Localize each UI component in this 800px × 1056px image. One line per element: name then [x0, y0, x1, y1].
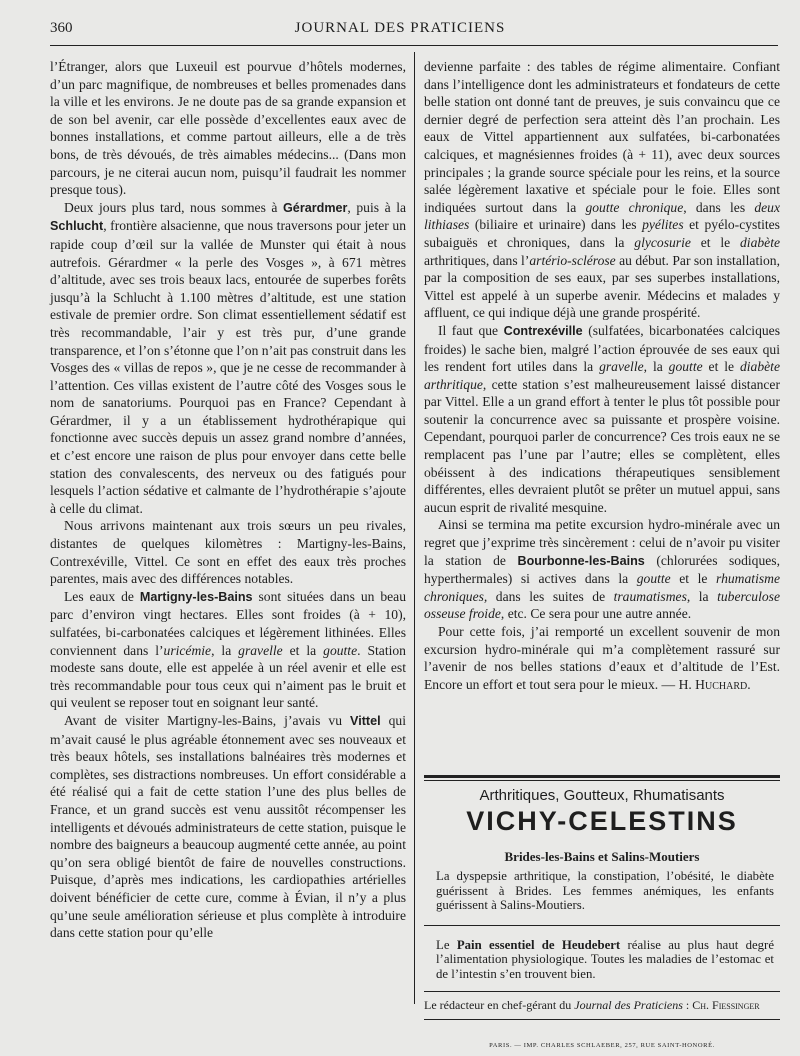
paragraph-vittel: Avant de visiter Martigny-les-Bains, j’avais vu Vittel qui m’avait causé le plus agréable étonnement avec ses nouveaux et très beaux hôtels, ses installations balnéaires très modernes et complètes, ses distractions nombreuses. Un effort considérable a été réalisé qui a fait de cette station l’une des plus belles de France, et un grand succès est venu aussitôt récompenser les intelligents et dévoués administrateurs de cette station, puisque le nombre des baigneurs a beaucoup augmenté cette année, au point qu’on sera obligé bientôt de faire de nouvelles constructions. Puisque, d’après mes indications, les cardiopathies artérielles doivent bénéficier de cette cure, comme à Évian, il n’y a plus qu’une seule amélioration sérieuse et plus complète à introduire dans cette station pour qu’elle: [50, 712, 406, 941]
left-column: [50, 58, 406, 942]
running-head: JOURNAL DES PRATICIENS: [294, 20, 506, 36]
header-rule: [50, 45, 778, 46]
place-contrexeville: Contrexéville: [503, 323, 583, 338]
column-divider: [414, 52, 415, 1004]
paragraph-contrexeville: Il faut que Contrexéville (sulfatées, bicarbonatées calciques froides) le sache bien, malgré l’action éprouvée de ses eaux qui les rendent fort utiles dans la gravelle, la goutte et le diabète arthritique, cette station s’est malheureusement laissé distancer par Vittel. Elle a un grand effort à tenter le plus tôt possible pour soutenir la concurrence avec sa puissante et prospère voisine. Cependant, pourquoi parler de concurrence? Ces trois eaux ne se remplacent pas l’une par l’autre; elles se complètent, elles obéissent à des indications thérapeutiques sensiblement différentes, elles devraient plutôt se prêter un mutuel appui, sans aucun esprit de rivalité mesquine.: [424, 322, 780, 515]
advert-brand: VICHY-CELESTINS: [466, 806, 738, 836]
paragraph-bourbonne: Ainsi se termina ma petite excursion hydro-minérale avec un regret que j’exprime très sincèrement : celui de n’avoir pu visiter la station de Bourbonne-les-Bains (chlorurées sodiques, hyperthermales) si actives dans la goutte et le rhumatisme chroniques, dans les suites de traumatismes, la tuberculose osseuse froide, etc. Ce sera pour une autre année.: [424, 517, 780, 622]
advert-subheading: Brides-les-Bains et Salins-Moutiers: [504, 849, 700, 864]
paragraph-luxeuil: l’Étranger, alors que Luxeuil est pourvue d’hôtels modernes, d’un parc magnifique, de nombreuses et belles promenades dans la ville et les environs. Je ne doute pas de sa grande expansion et de son bel avenir, car elle possède d’excellentes eaux avec de bonnes installations, et comme partout ailleurs, elle a de très bons, de très dévoués, de très aimables médecins... (Dans mon parcours, je ne citerai aucun nom, puisqu’il faudrait les nommer presque tous).: [50, 59, 406, 198]
advert-text: La dyspepsie arthritique, la constipation, l’obésité, le diabète guérissent à Brides. Les femmes anémiques, les enfants guérissent à Salins-Moutiers.: [436, 869, 774, 912]
paragraph-vittel-cont: devienne parfaite : des tables de régime alimentaire. Confiant dans l’intelligence dont les administrateurs et fondateurs de cette belle station ont donné tant de preuves, je suis convaincu que ce dernier degré de perfection sera atteint dès l’an prochain. Les eaux de Vittel appartiennent aux sulfatées, bi-carbonatées calciques, et magnésiennes froides (à + 11), avec deux sources principales ; la grande source spéciale pour les reins, et la source salée légèrement laxative et spéciale pour le foie. Elles sont indiquées surtout dans la goutte chronique, dans les deux lithiases (biliaire et urinaire) dans les pyélites et pyélo-cystites subaiguës et chroniques, dans la glycosurie et le diabète arthritiques, dans l’artério-sclérose au début. Par son installation, par la composition de ses eaux, par ses superbes installations, Vittel est appelé à un superbe avenir. Médecins et malades y affluent, ce qui indique déjà une grande prospérité.: [424, 59, 781, 321]
page-number: 360: [50, 20, 73, 36]
place-vittel: Vittel: [350, 713, 381, 728]
advert-pain: Le Pain essentiel de Heudebert réalise au plus haut degré l’alimentation physiologique. Toutes les maladies de l’estomac et de l’intestin s’en trouvent bien.: [436, 937, 774, 981]
paragraph-trois-soeurs: Nous arrivons maintenant aux trois sœurs un peu rivales, distantes de quelques kilomètres : Martigny-les-Bains, Contrexéville, Vittel. Ce sont en effet des eaux très proches parentes, mais avec des différences notables.: [50, 518, 406, 587]
place-martigny: Martigny-les-Bains: [139, 589, 253, 604]
paragraph-conclusion: Pour cette fois, j’ai remporté un excellent souvenir de mon excursion hydro-minérale qui m’a complètement rassuré sur l’avenir de nos belles stations d’eaux et d’altitude de l’Est. Encore un effort et tout sera pour le mieux. — H. Huchard.: [424, 624, 780, 692]
printer-imprint: PARIS. — IMP. CHARLES SCHLAEBER, 257, RUE SAINT-HONORÉ.: [489, 1042, 715, 1049]
paragraph-martigny: Les eaux de Martigny-les-Bains sont situées dans un beau parc d’environ vingt hectares. Elles sont froides (à + 10), sulfatées, bi-carbonatées calciques et légèrement lithinées. Elles conviennent dans l’uricémie, la gravelle et la goutte. Station modeste sans doute, elle est appelée à un réel avenir et elle est très recommandable pour tous ceux qui n’aiment pas le bruit et qui veulent se reposer tout en soignant leur santé.: [50, 588, 406, 711]
advertisement-block: [424, 775, 780, 1049]
footer-rule-bottom: [424, 1019, 780, 1020]
advert-divider: [424, 925, 780, 926]
author-signature: H. Huchard.: [678, 676, 751, 692]
place-schlucht: Schlucht: [50, 219, 104, 234]
place-gerardmer: Gérardmer: [283, 200, 348, 215]
paragraph-gerardmer: Deux jours plus tard, nous sommes à Gérardmer, puis à la Schlucht, frontière alsacienne, que nous traversons pour jeter un rapide coup d’œil sur la vallée de Munster qui était à nous autrefois. Gérardmer « la perle des Vosges », à 671 mètres d’altitude, avec ses trois beaux lacs, entourée de superbes forêts jusqu’à la Schlucht à 1.100 mètres d’altitude, est une station estivale de premier ordre. Son climat essentiellement sédatif est très recommandable, l’air y est très pur, d’une grande transparence, et l’on s’étonne que l’on n’ait pas construit dans les Vosges des « villas de repos », que je ne cesse de recommander à l’attention. Ces villas existent de l’autre côté des Vosges sous le nom de sanatoriums. Pourquoi pas en France? Cependant à Gérardmer, il y a un établissement hydrothérapique qui fonctionne avec succès depuis un assez grand nombre d’années, et c’est encore une raison de plus pour envoyer dans cette belle station des convalescents, des nerveux ou des fatigués pour lesquels l’action sédative et calmante de l’hydrothérapie s’ajoute à celle du climat.: [50, 199, 406, 516]
place-bourbonne: Bourbonne-les-Bains: [517, 553, 645, 568]
advert-top-rule: [424, 775, 780, 778]
advert-top-rule-thin: [424, 780, 780, 781]
advert-tagline: Arthritiques, Goutteux, Rhumatisants: [479, 787, 725, 804]
footer-rule: [424, 991, 780, 992]
right-column: [424, 58, 780, 693]
editor-line: Le rédacteur en chef-gérant du Journal des Praticiens : Ch. Fiessinger: [424, 998, 760, 1012]
